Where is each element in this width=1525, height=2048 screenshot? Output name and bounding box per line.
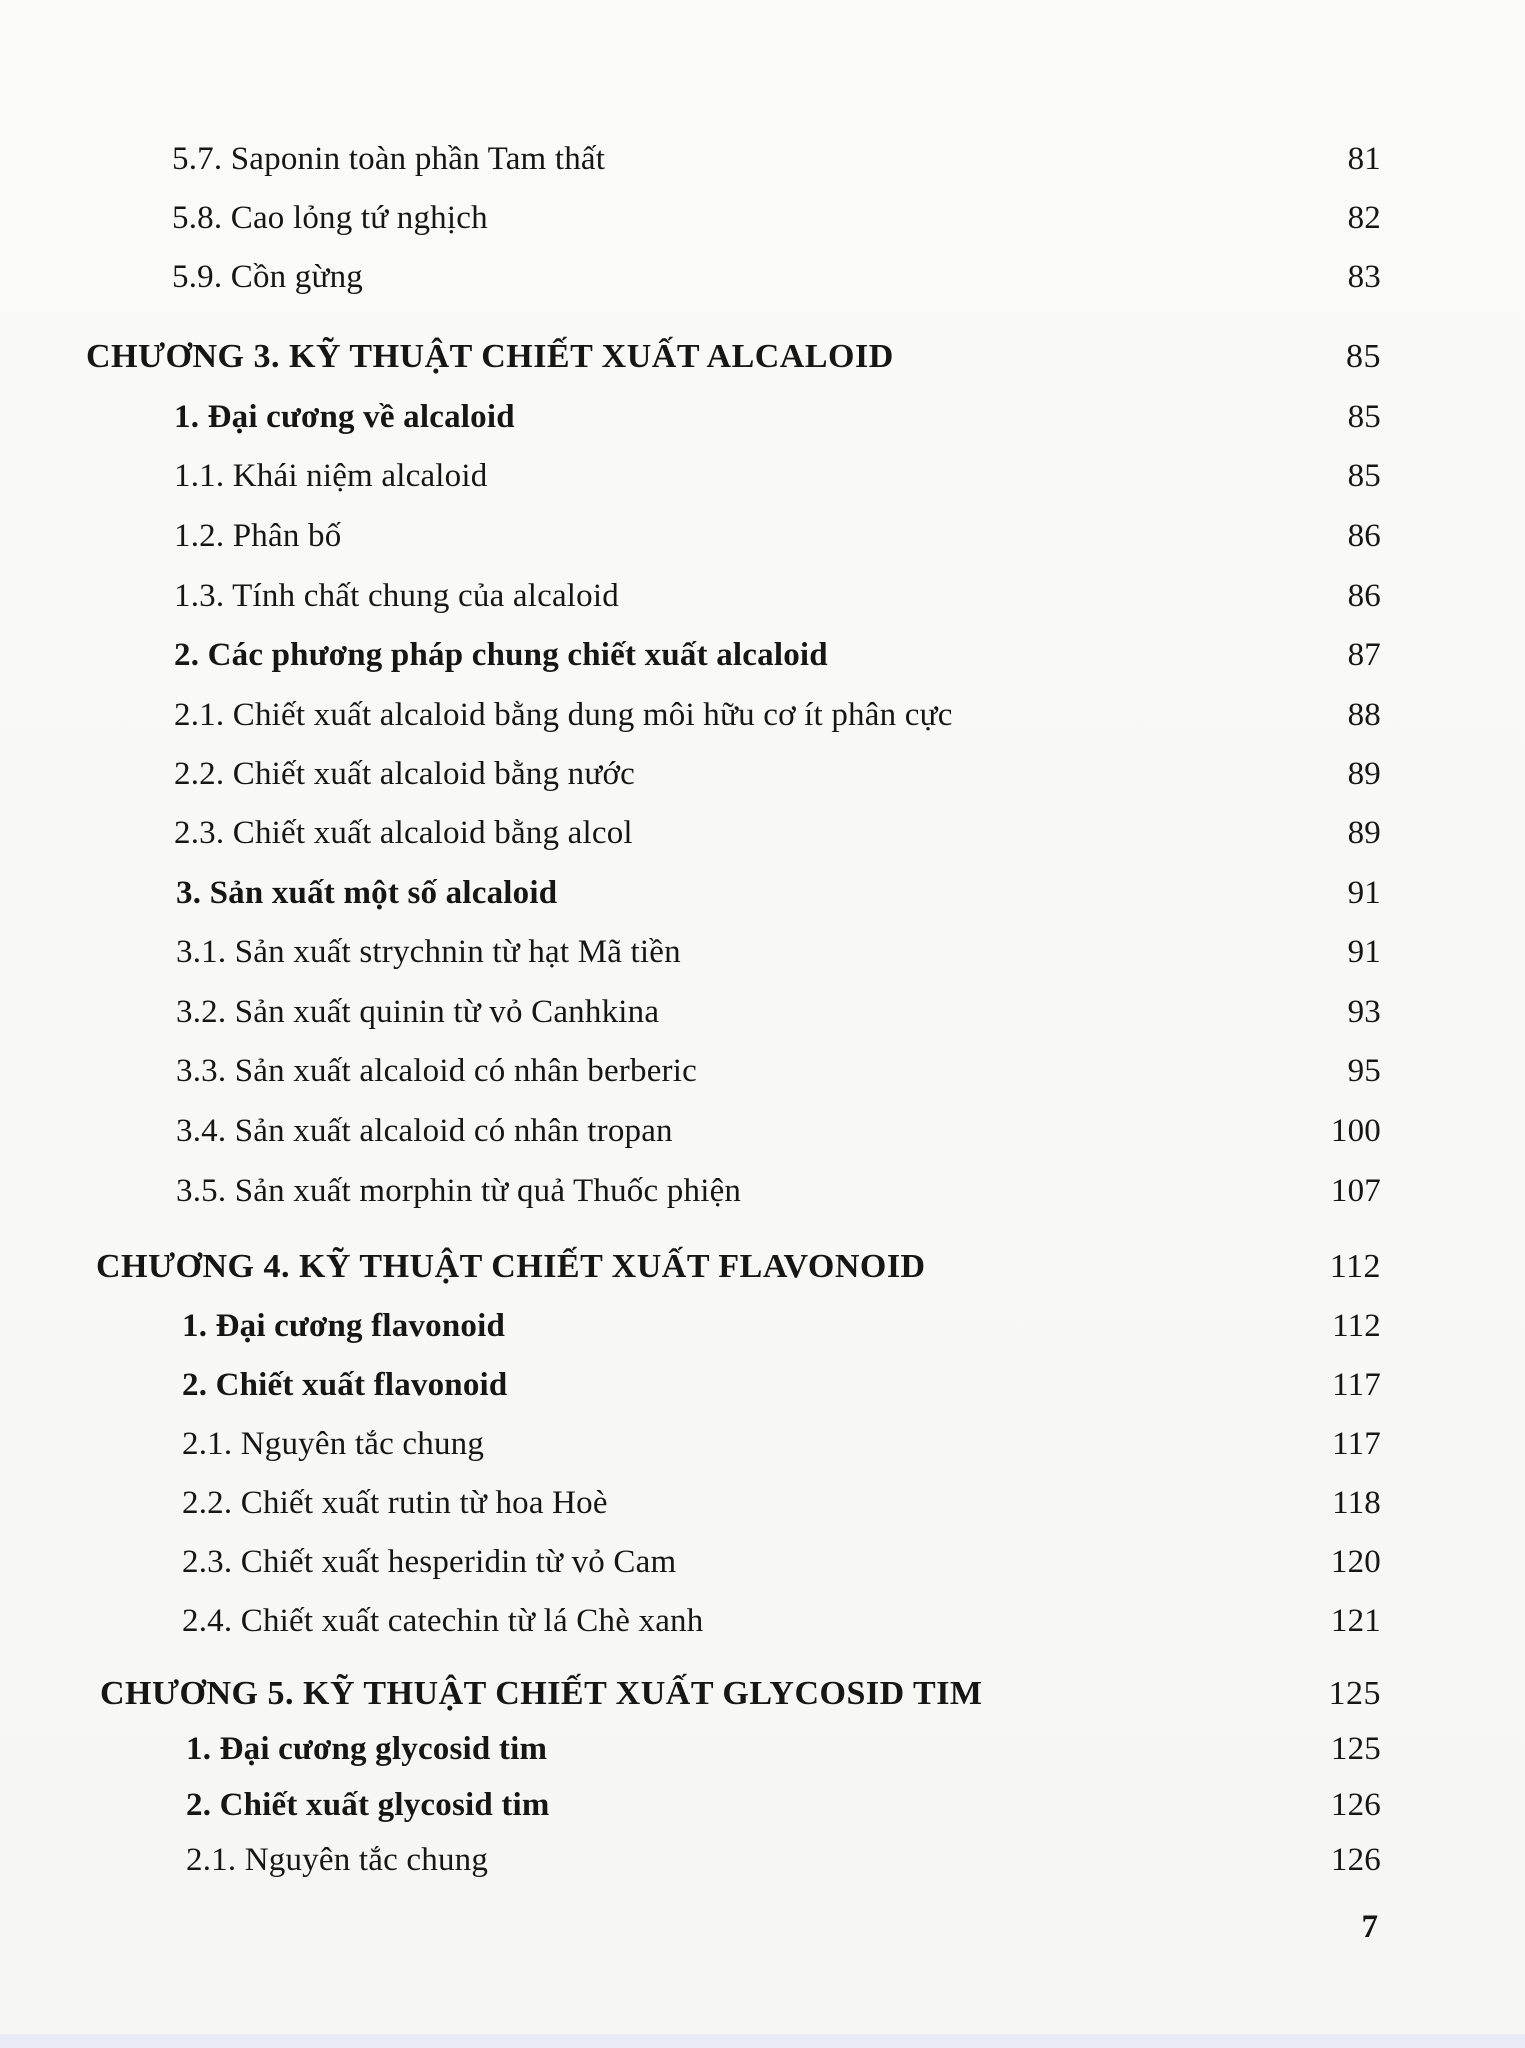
toc-entry-page: 120 xyxy=(1330,1544,1381,1580)
toc-entry xyxy=(0,747,1525,801)
toc-entry-title: 2.3. Chiết xuất hesperidin từ vỏ Cam xyxy=(182,1544,677,1580)
toc-section-title: 3. Sản xuất một số alcaloid xyxy=(176,875,558,911)
toc-entry xyxy=(0,688,1525,742)
toc-entry xyxy=(0,1476,1525,1530)
toc-section-page: 125 xyxy=(1330,1731,1381,1767)
toc-chapter-title: CHƯƠNG 5. KỸ THUẬT CHIẾT XUẤT GLYCOSID TIM xyxy=(100,1675,983,1712)
toc-entry xyxy=(0,1104,1525,1158)
toc-section-heading xyxy=(0,866,1525,920)
toc-entry xyxy=(0,1594,1525,1648)
page-bottom-edge xyxy=(0,2034,1525,2048)
page-number: 7 xyxy=(1361,1909,1378,1945)
toc-section-page: 87 xyxy=(1347,637,1381,673)
toc-section-title: 1. Đại cương flavonoid xyxy=(182,1308,506,1344)
toc-entry-title: 5.8. Cao lỏng tứ nghịch xyxy=(172,200,488,236)
toc-entry xyxy=(0,1164,1525,1218)
toc-entry-page: 95 xyxy=(1347,1053,1381,1089)
toc-entry-title: 2.1. Chiết xuất alcaloid bằng dung môi hữu cơ ít phân cực xyxy=(174,697,953,733)
toc-entry-title: 2.3. Chiết xuất alcaloid bằng alcol xyxy=(174,815,633,851)
toc-section-page: 85 xyxy=(1347,399,1381,435)
toc-entry-title: 2.1. Nguyên tắc chung xyxy=(182,1426,485,1462)
toc-entry xyxy=(0,509,1525,563)
toc-entry-title: 3.3. Sản xuất alcaloid có nhân berberic xyxy=(176,1053,697,1089)
toc-entry xyxy=(0,985,1525,1039)
toc-chapter-title: CHƯƠNG 4. KỸ THUẬT CHIẾT XUẤT FLAVONOID xyxy=(96,1248,926,1285)
toc-entry-page: 118 xyxy=(1332,1485,1381,1521)
toc-entry-title: 1.2. Phân bố xyxy=(174,518,342,554)
toc-entry-title: 3.2. Sản xuất quinin từ vỏ Canhkina xyxy=(176,994,660,1030)
toc-entry xyxy=(0,1833,1525,1887)
toc-entry xyxy=(0,1417,1525,1471)
toc-entry-title: 3.1. Sản xuất strychnin từ hạt Mã tiền xyxy=(176,934,681,970)
toc-entry-title: 2.1. Nguyên tắc chung xyxy=(186,1842,489,1878)
toc-entry-page: 93 xyxy=(1347,994,1381,1030)
toc-entry xyxy=(0,191,1525,245)
toc-entry-page: 86 xyxy=(1347,578,1381,614)
toc-entry xyxy=(0,132,1525,186)
toc-entry-page: 100 xyxy=(1330,1113,1381,1149)
toc-entry xyxy=(0,1535,1525,1589)
toc-entry-page: 83 xyxy=(1347,259,1381,295)
toc-entry-page: 85 xyxy=(1347,458,1381,494)
toc-section-heading xyxy=(0,1358,1525,1412)
toc-entry-page: 91 xyxy=(1347,934,1381,970)
toc-section-title: 1. Đại cương về alcaloid xyxy=(174,399,515,435)
toc-entry-title: 5.7. Saponin toàn phần Tam thất xyxy=(172,141,606,177)
toc-section-title: 2. Các phương pháp chung chiết xuất alcaloid xyxy=(174,637,828,673)
toc-entry-title: 3.5. Sản xuất morphin từ quả Thuốc phiện xyxy=(176,1173,742,1209)
toc-entry-page: 89 xyxy=(1347,815,1381,851)
toc-section-heading xyxy=(0,1722,1525,1776)
toc-entry-title: 1.3. Tính chất chung của alcaloid xyxy=(174,578,619,614)
toc-entry xyxy=(0,569,1525,623)
toc-entry-page: 89 xyxy=(1347,756,1381,792)
toc-section-page: 112 xyxy=(1332,1308,1381,1344)
toc-entry-page: 81 xyxy=(1347,141,1381,177)
toc-chapter-page: 125 xyxy=(1328,1675,1381,1712)
toc-entry xyxy=(0,806,1525,860)
toc-section-heading xyxy=(0,1778,1525,1832)
toc-entry-page: 82 xyxy=(1347,200,1381,236)
toc-entry-title: 3.4. Sản xuất alcaloid có nhân tropan xyxy=(176,1113,673,1149)
toc-entry-page: 121 xyxy=(1330,1603,1381,1639)
toc-chapter-page: 85 xyxy=(1346,338,1381,375)
toc-entry-title: 1.1. Khái niệm alcaloid xyxy=(174,458,488,494)
toc-entry-title: 2.2. Chiết xuất alcaloid bằng nước xyxy=(174,756,635,792)
toc-section-heading xyxy=(0,390,1525,444)
toc-chapter-heading xyxy=(0,1667,1525,1721)
toc-entry-page: 88 xyxy=(1347,697,1381,733)
toc-section-page: 91 xyxy=(1347,875,1381,911)
toc-entry xyxy=(0,250,1525,304)
toc-entry-page: 107 xyxy=(1330,1173,1381,1209)
toc-section-title: 1. Đại cương glycosid tim xyxy=(186,1731,548,1767)
toc-entry-title: 2.4. Chiết xuất catechin từ lá Chè xanh xyxy=(182,1603,704,1639)
toc-chapter-heading xyxy=(0,330,1525,384)
toc-entry-title: 5.9. Cồn gừng xyxy=(172,259,363,295)
toc-entry xyxy=(0,925,1525,979)
toc-section-title: 2. Chiết xuất flavonoid xyxy=(182,1367,508,1403)
toc-entry-page: 86 xyxy=(1347,518,1381,554)
toc-entry-title: 2.2. Chiết xuất rutin từ hoa Hoè xyxy=(182,1485,608,1521)
toc-section-heading xyxy=(0,1299,1525,1353)
toc-section-page: 126 xyxy=(1330,1787,1381,1823)
toc-entry xyxy=(0,449,1525,503)
toc-entry-page: 126 xyxy=(1330,1842,1381,1878)
toc-entry-page: 117 xyxy=(1332,1426,1381,1462)
toc-section-heading xyxy=(0,628,1525,682)
toc-section-page: 117 xyxy=(1332,1367,1381,1403)
toc-entry xyxy=(0,1044,1525,1098)
toc-chapter-title: CHƯƠNG 3. KỸ THUẬT CHIẾT XUẤT ALCALOID xyxy=(86,338,894,375)
toc-section-title: 2. Chiết xuất glycosid tim xyxy=(186,1787,550,1823)
toc-chapter-page: 112 xyxy=(1329,1248,1381,1285)
toc-chapter-heading xyxy=(0,1240,1525,1294)
